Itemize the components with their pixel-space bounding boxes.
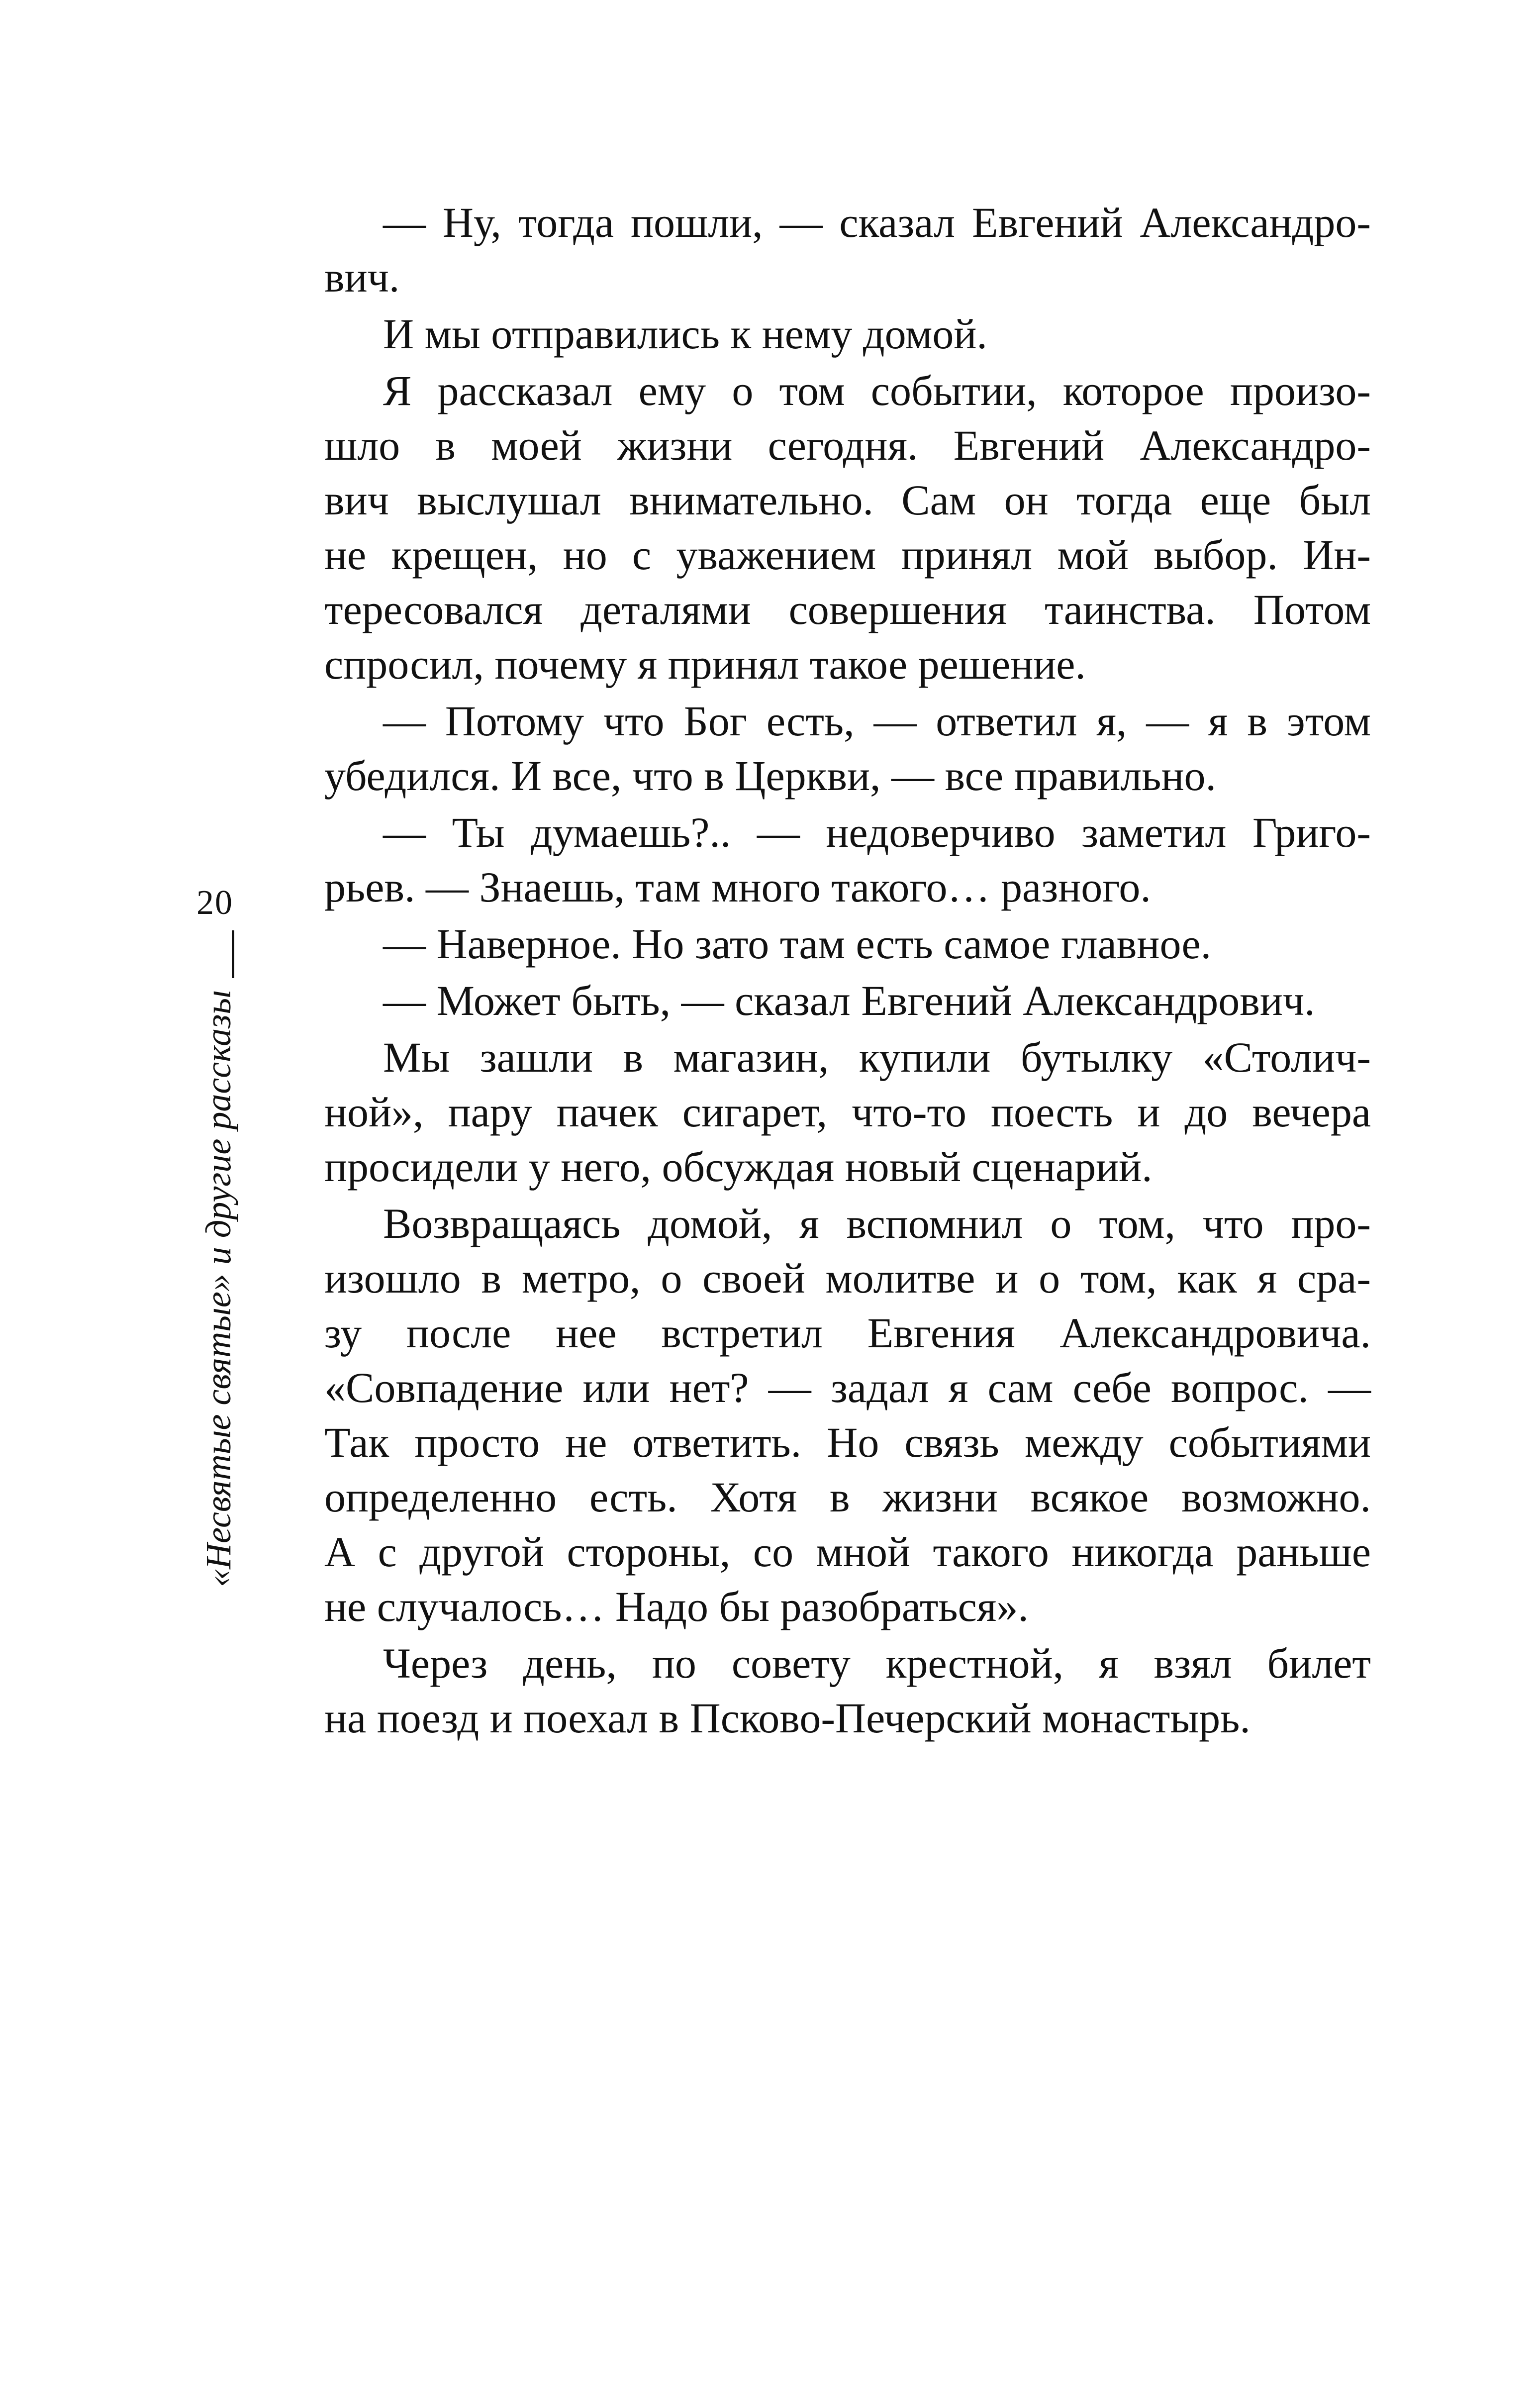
paragraph [324, 973, 1371, 1028]
paragraph [324, 1196, 1371, 1634]
text-line: не случалось… Надо бы разобраться». [324, 1583, 1029, 1630]
text-line: И мы отправились к нему домой. [383, 310, 987, 358]
text-line: зу после нее встретил Евгения Александровича. [324, 1309, 1371, 1357]
text-line: — Потому что Бог есть, — ответил я, — я в этом [383, 697, 1371, 745]
text-line: тересовался деталями совершения таинства. Потом [324, 586, 1371, 633]
paragraph [324, 916, 1371, 971]
text-line: просидели у него, обсуждая новый сценарий. [324, 1143, 1153, 1191]
text-line: изошло в метро, о своей молитве и о том, как я сра- [324, 1254, 1371, 1302]
paragraph [324, 306, 1371, 361]
text-line: спросил, почему я принял такое решение. [324, 640, 1086, 688]
text-line: не крещен, но с уважением принял мой выбор. Ин- [324, 531, 1371, 579]
text-line: — Наверное. Но зато там есть самое главное. [383, 920, 1212, 968]
paragraph [324, 363, 1371, 692]
text-line: Мы зашли в магазин, купили бутылку «Столич- [383, 1033, 1371, 1081]
body-text [324, 195, 1371, 1747]
text-line: определенно есть. Хотя в жизни всякое возможно. [324, 1473, 1371, 1521]
text-line: убедился. И все, что в Церкви, — все правильно. [324, 752, 1217, 800]
paragraph [324, 805, 1371, 914]
text-line: — Может быть, — сказал Евгений Александрович. [383, 977, 1315, 1024]
paragraph [324, 694, 1371, 803]
text-line: на поезд и поехал в Псково-Печерский монастырь. [324, 1694, 1251, 1742]
text-line: Через день, по совету крестной, я взял билет [383, 1639, 1371, 1687]
text-line: А с другой стороны, со мной такого никогда раньше [324, 1528, 1371, 1576]
text-line: вич. [324, 253, 400, 301]
folio-divider [232, 930, 234, 978]
text-line: ной», пару пачек сигарет, что-то поесть и до вечера [324, 1088, 1371, 1136]
text-line: — Ты думаешь?.. — недоверчиво заметил Григо- [383, 808, 1371, 856]
text-line: — Ну, тогда пошли, — сказал Евгений Александро- [383, 199, 1371, 246]
running-head-container [196, 990, 241, 1739]
running-head: «Несвятые святые» и другие рассказы [198, 990, 238, 1588]
text-line: рьев. — Знаешь, там много такого… разного. [324, 863, 1151, 911]
text-line: шло в моей жизни сегодня. Евгений Александро- [324, 421, 1371, 469]
page-number: 20 [196, 884, 233, 922]
text-line: «Совпадение или нет? — задал я сам себе вопрос. — [324, 1364, 1371, 1411]
text-line: вич выслушал внимательно. Сам он тогда еще был [324, 476, 1371, 524]
text-line: Я рассказал ему о том событии, которое произо- [383, 367, 1371, 414]
paragraph [324, 195, 1371, 304]
text-line: Так просто не ответить. Но связь между событиями [324, 1418, 1371, 1466]
paragraph [324, 1636, 1371, 1745]
paragraph [324, 1030, 1371, 1194]
text-line: Возвращаясь домой, я вспомнил о том, что про- [383, 1200, 1371, 1247]
